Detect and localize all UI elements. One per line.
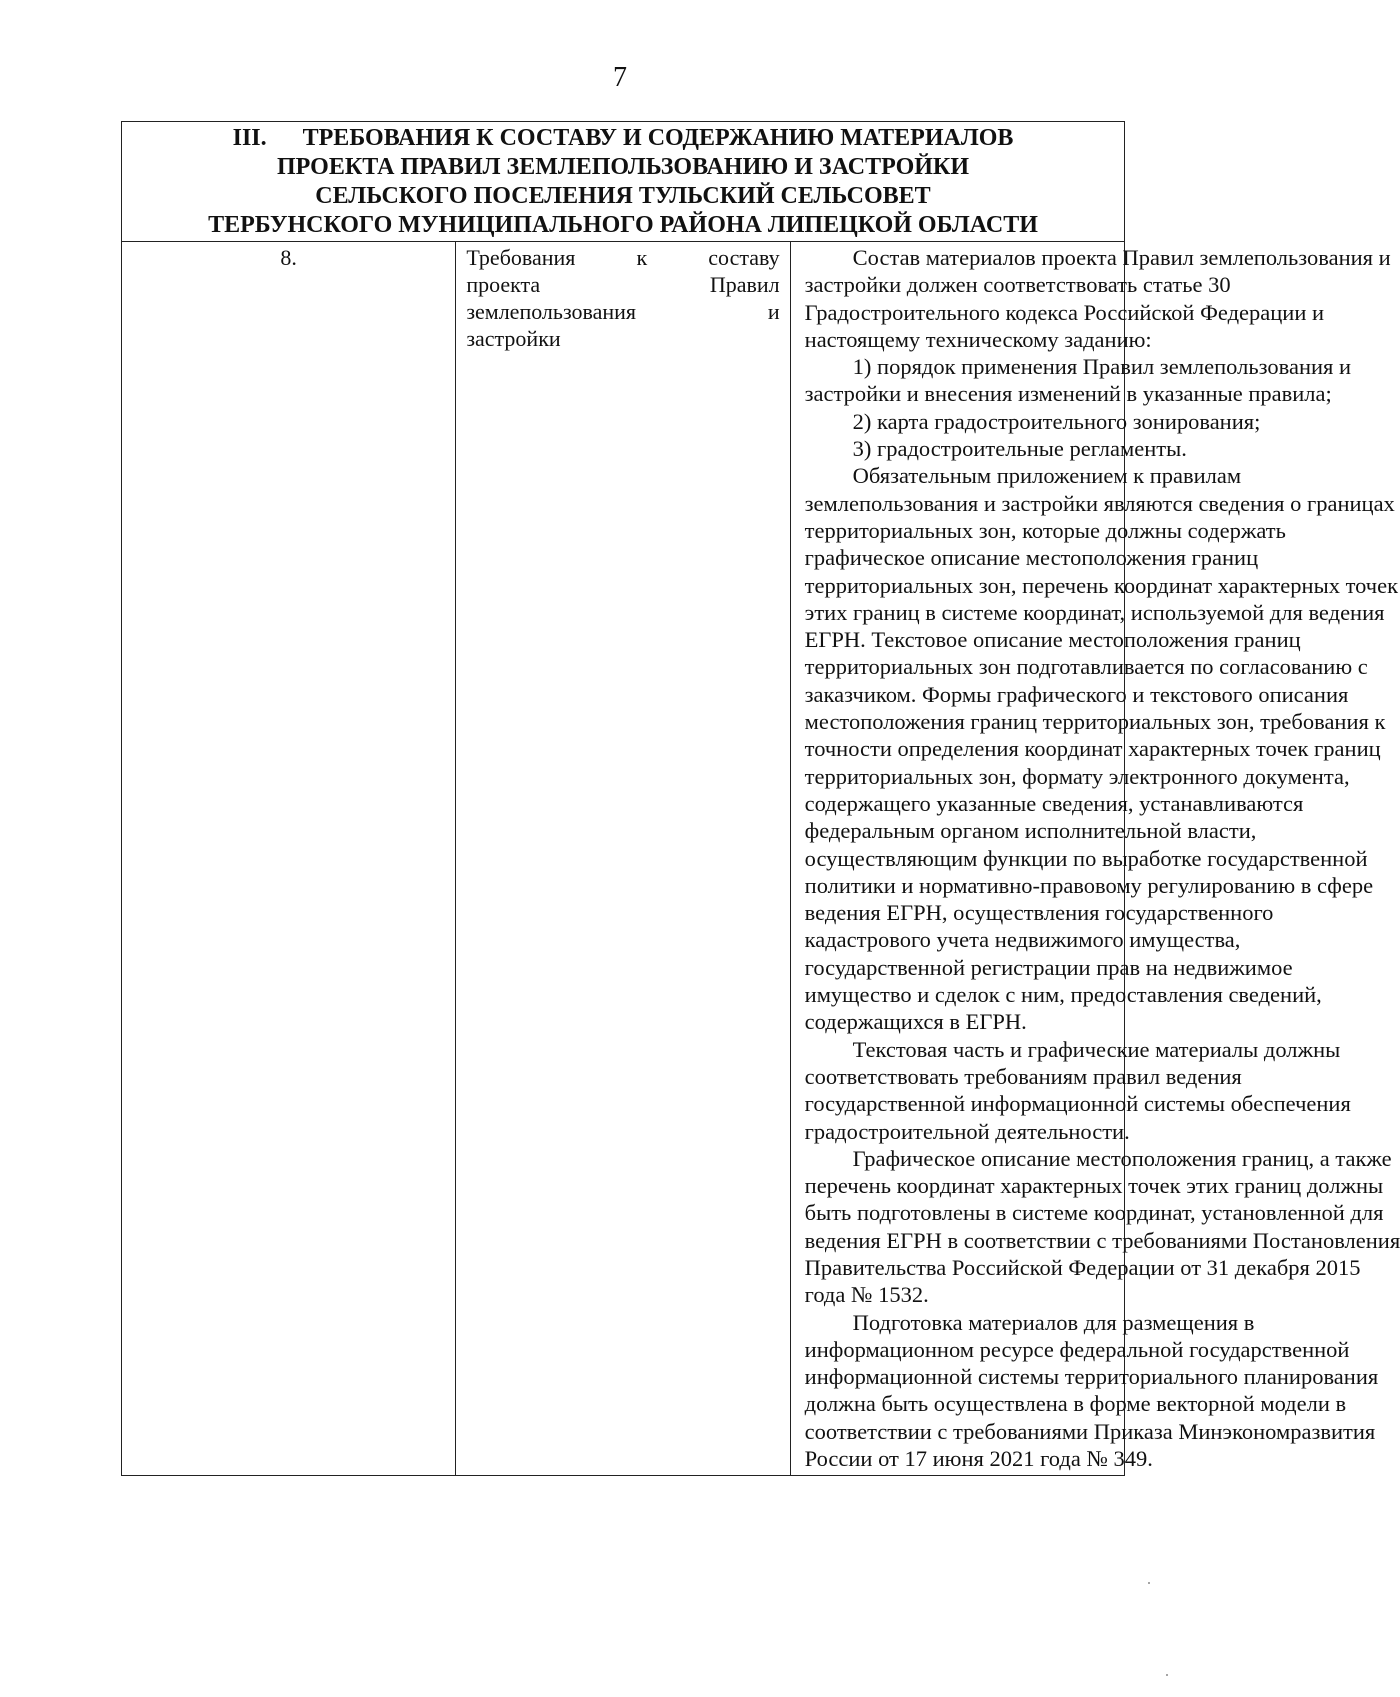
text-line: ведения ЕГРН в соответствии с требованиями Постановления [804, 1227, 1400, 1253]
paragraph [804, 1145, 1400, 1309]
paragraph [804, 1036, 1351, 1145]
text-line: застройки должен соответствовать статье 30 [804, 272, 1231, 298]
text-line: точности определения координат характерных точек границ [804, 736, 1381, 762]
list-item [805, 435, 1187, 462]
text-line: Графическое описание местоположения границ, а также [852, 1145, 1392, 1171]
text-line: осуществляющим функции по выработке государственной [804, 845, 1368, 871]
scan-speck [1166, 1674, 1168, 1676]
text-line: информационном ресурсе федеральной государственной [804, 1336, 1350, 1362]
text-line: Правительства Российской Федерации от 31 декабря 2015 [804, 1254, 1361, 1280]
list-item [805, 408, 1261, 435]
section-heading-row [122, 122, 1125, 242]
text-line: территориальных зон, которые должны содержать [804, 517, 1286, 543]
text-line: градостроительной деятельности. [804, 1118, 1130, 1144]
text-line: заказчиком. Формы графического и текстового описания [804, 681, 1349, 707]
text-line: настоящему техническому заданию: [804, 326, 1152, 352]
row-label [456, 242, 790, 1476]
section-title-line: ТРЕБОВАНИЯ К СОСТАВУ И СОДЕРЖАНИЮ МАТЕРИАЛОВ [302, 125, 1014, 151]
text-line: соответствовать требованиям правил ведения [804, 1063, 1242, 1089]
text-line: Градостроительного кодекса Российской Федерации и [804, 299, 1325, 325]
paragraph [804, 244, 1391, 353]
page-number: 7 [613, 62, 627, 93]
text-line: Подготовка материалов для размещения в [852, 1309, 1255, 1335]
text-line: соответствии с требованиями Приказа Минэкономразвития [804, 1418, 1376, 1444]
text-line: государственной информационной системы обеспечения [804, 1091, 1351, 1117]
text-line: 1) порядок применения Правил землепользования и [852, 354, 1352, 380]
text-line: перечень координат характерных точек этих границ должны [804, 1173, 1384, 1199]
text-line: государственной регистрации прав на недвижимое [804, 954, 1293, 980]
row-label-line: проекта Правил [466, 272, 780, 297]
section-heading [122, 122, 1125, 242]
text-line: территориальных зон, формату электронного документа, [804, 763, 1350, 789]
text-line: 2) карта градостроительного зонирования; [852, 408, 1261, 434]
paragraph [804, 1309, 1379, 1473]
row-content [790, 242, 1400, 1476]
section-roman-numeral: III. [232, 125, 267, 151]
text-line: кадастрового учета недвижимого имущества, [804, 927, 1241, 953]
section-heading-line-1 [138, 124, 1108, 153]
section-title-line: СЕЛЬСКОГО ПОСЕЛЕНИЯ ТУЛЬСКИЙ СЕЛЬСОВЕТ [315, 183, 931, 209]
row-number: 8. [122, 242, 456, 1476]
table-row [122, 242, 1125, 1476]
text-line: содержащего указанные сведения, устанавливаются [804, 790, 1304, 816]
requirements-table [121, 121, 1400, 1476]
text-line: политики и нормативно-правовому регулированию в сфере [804, 872, 1374, 898]
paragraph [804, 462, 1399, 1035]
text-line: Обязательным приложением к правилам [852, 463, 1242, 489]
row-label-line: землепользования и [466, 299, 780, 324]
text-line: 3) градостроительные регламенты. [852, 436, 1187, 462]
row-label-line: Требования к составу [466, 245, 780, 270]
text-line: землепользования и застройки являются сведения о границах [804, 490, 1395, 516]
text-line: ЕГРН. Текстовое описание местоположения границ [804, 627, 1301, 653]
text-line: информационной системы территориального планирования [804, 1364, 1379, 1390]
text-line: Текстовая часть и графические материалы должны [852, 1036, 1341, 1062]
list-item [804, 353, 1352, 408]
row-label-line: застройки [466, 326, 561, 351]
text-line: Состав материалов проекта Правил землепользования и [852, 245, 1391, 270]
text-line: должна быть осуществлена в форме векторной модели в [804, 1391, 1347, 1417]
text-line: имущество и сделок с ним, предоставления сведений, [804, 982, 1322, 1008]
text-line: быть подготовлены в системе координат, установленной для [804, 1200, 1384, 1226]
text-line: местоположения границ территориальных зон, требования к [804, 709, 1386, 735]
section-title-line: ТЕРБУНСКОГО МУНИЦИПАЛЬНОГО РАЙОНА ЛИПЕЦКОЙ ОБЛАСТИ [208, 212, 1038, 238]
text-line: застройки и внесения изменений в указанные правила; [804, 381, 1332, 407]
text-line: этих границ в системе координат, используемой для ведения [804, 599, 1385, 625]
text-line: ведения ЕГРН, осуществления государственного [804, 900, 1274, 926]
text-line: года № 1532. [804, 1282, 929, 1308]
text-line: графическое описание местоположения границ [804, 545, 1259, 571]
text-line: содержащихся в ЕГРН. [804, 1009, 1027, 1035]
text-line: России от 17 июня 2021 года № 349. [804, 1446, 1153, 1472]
text-line: территориальных зон, перечень координат характерных точек [804, 572, 1399, 598]
scan-speck [1148, 1582, 1150, 1584]
text-line: федеральным органом исполнительной власти, [804, 818, 1257, 844]
text-line: территориальных зон подготавливается по согласованию с [804, 654, 1368, 680]
section-title-line: ПРОЕКТА ПРАВИЛ ЗЕМЛЕПОЛЬЗОВАНИЮ И ЗАСТРОЙКИ [276, 154, 969, 180]
